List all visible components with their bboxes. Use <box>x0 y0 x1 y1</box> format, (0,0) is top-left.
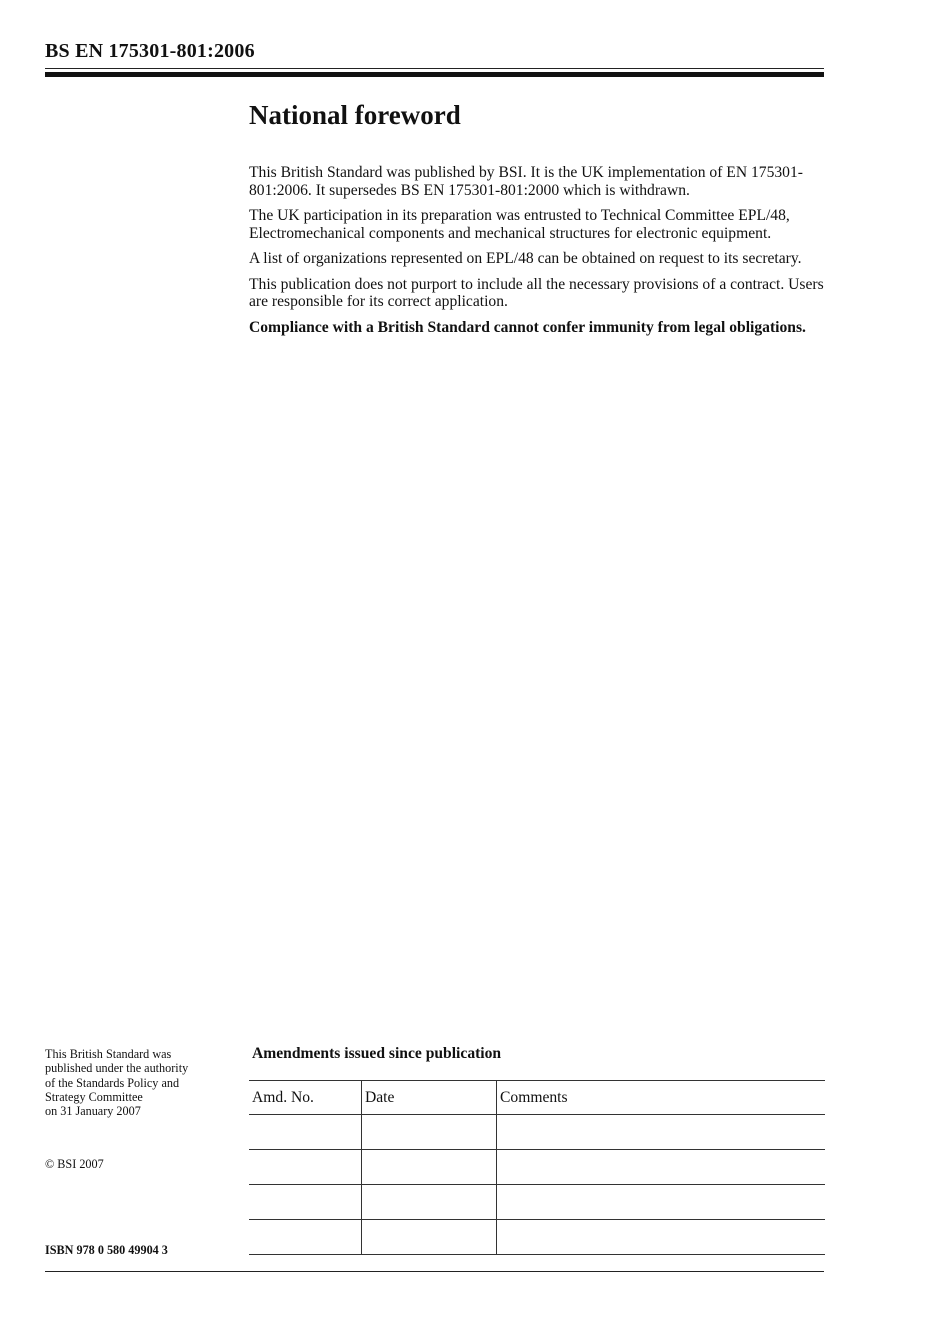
table-cell <box>362 1115 497 1150</box>
compliance-statement: Compliance with a British Standard cannot confer immunity from legal obligations. <box>249 318 806 336</box>
column-header-comments: Comments <box>497 1081 826 1115</box>
foreword-paragraph: This British Standard was published by BSI. It is the UK implementation of EN 175301-801:2006. It supersedes BS EN 175301-801:2000 which is withdrawn. <box>249 164 803 199</box>
foreword-paragraph: The UK participation in its preparation was entrusted to Technical Committee EPL/48, Electromechanical components and mechanical structures for electronic equipment. <box>249 207 790 242</box>
table-cell <box>249 1185 362 1220</box>
amendments-table <box>249 1080 825 1255</box>
table-cell <box>362 1220 497 1255</box>
foreword-paragraph: A list of organizations represented on EPL/48 can be obtained on request to its secretary. <box>249 250 802 267</box>
table-row <box>249 1150 825 1185</box>
table-cell <box>249 1150 362 1185</box>
column-header-amd-no: Amd. No. <box>249 1081 362 1115</box>
table-cell <box>362 1185 497 1220</box>
publication-note-line: published under the authority <box>45 1061 189 1076</box>
table-cell <box>362 1150 497 1185</box>
publication-note-line: on 31 January 2007 <box>45 1104 141 1119</box>
column-header-date: Date <box>362 1081 497 1115</box>
footer-rule <box>45 1271 824 1272</box>
page-title: National foreword <box>249 100 461 130</box>
publication-note-line: This British Standard was <box>45 1047 172 1061</box>
table-row <box>249 1115 825 1150</box>
copyright-notice: © BSI 2007 <box>45 1157 104 1171</box>
foreword-body <box>249 164 824 344</box>
table-cell <box>497 1185 826 1220</box>
table-cell <box>249 1220 362 1255</box>
foreword-paragraph: This publication does not purport to include all the necessary provisions of a contract. Users are responsible for its correct application. <box>249 275 824 310</box>
table-row <box>249 1220 825 1255</box>
table-cell <box>497 1115 826 1150</box>
table-header-row <box>249 1081 825 1115</box>
table-cell <box>249 1115 362 1150</box>
table-cell <box>497 1220 826 1255</box>
header-rule-thick <box>45 72 824 77</box>
table-cell <box>497 1150 826 1185</box>
publication-note <box>45 1047 240 1118</box>
table-row <box>249 1185 825 1220</box>
isbn: ISBN 978 0 580 49904 3 <box>45 1243 168 1257</box>
publication-note-line: of the Standards Policy and <box>45 1075 180 1090</box>
amendments-title: Amendments issued since publication <box>252 1045 502 1062</box>
header-rule-thin <box>45 68 824 69</box>
document-id: BS EN 175301-801:2006 <box>45 40 255 62</box>
publication-note-line: Strategy Committee <box>45 1089 143 1104</box>
